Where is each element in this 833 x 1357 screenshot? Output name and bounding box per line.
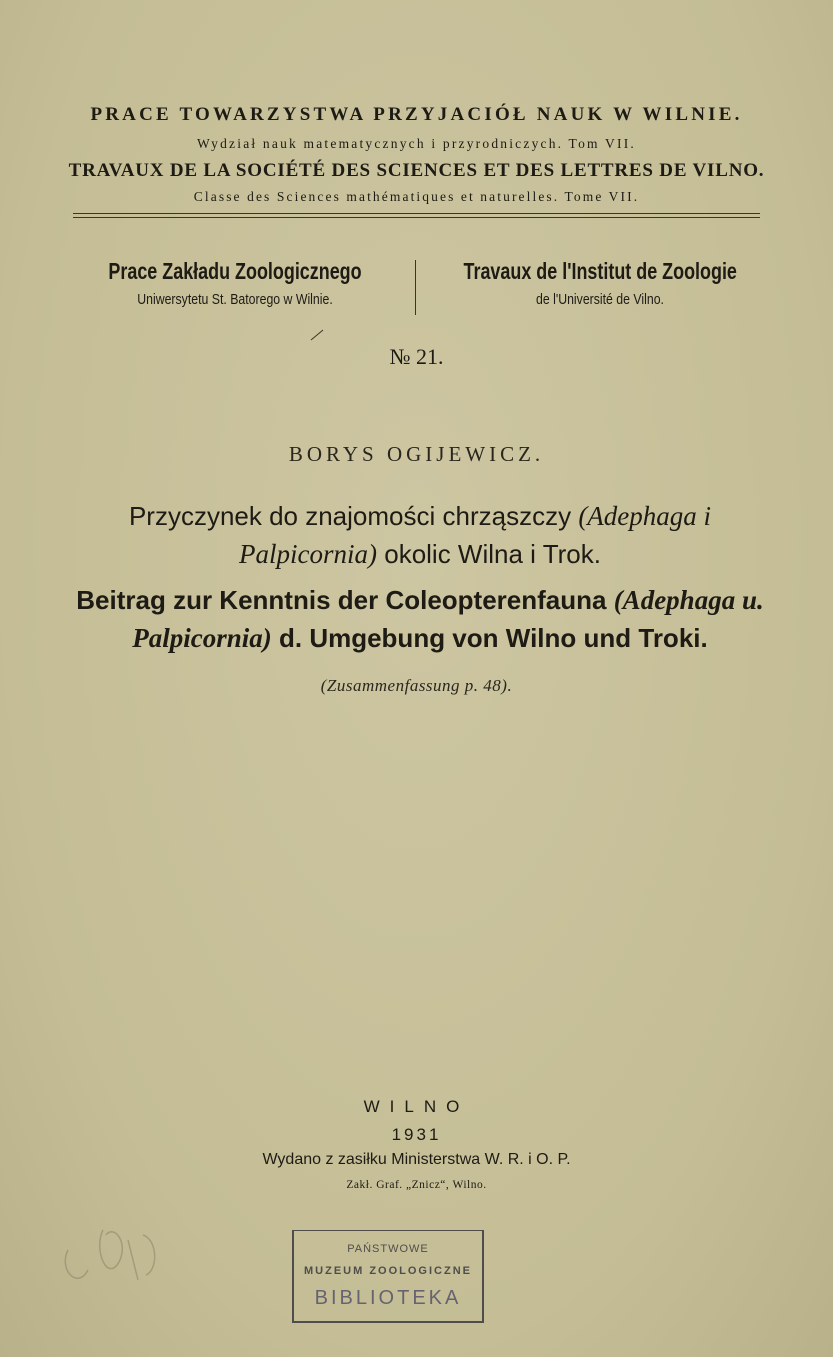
author-name: BORYS OGIJEWICZ. bbox=[288, 442, 545, 466]
stamp-line-3: BIBLIOTEKA bbox=[314, 1287, 462, 1309]
division-polish: Wydział nauk matematycznych i przyrodniczych. Tom VII. bbox=[197, 136, 636, 151]
imprint-funding: Wydano z zasiłku Ministerstwa W. R. i O. P. bbox=[262, 1151, 571, 1168]
institute-polish-university: Uniwersytetu St. Batorego w Wilnie. bbox=[137, 291, 333, 308]
institute-divider bbox=[415, 260, 416, 315]
pencil-tick-mark bbox=[310, 328, 324, 342]
title-polish-text-1: Przyczynek do znajomości chrząszczy bbox=[128, 501, 579, 531]
institute-french bbox=[425, 258, 775, 308]
title-polish bbox=[70, 497, 770, 573]
imprint-printer: Zakł. Graf. „Znicz“, Wilno. bbox=[346, 1179, 487, 1191]
header-rule-top bbox=[73, 213, 760, 214]
stamp-line-2: MUZEUM ZOOLOGICZNE bbox=[304, 1265, 472, 1277]
institute-polish-title: Prace Zakładu Zoologicznego bbox=[108, 258, 362, 284]
summary-reference: (Zusammenfassung p. 48). bbox=[320, 676, 513, 695]
header-rule-bottom bbox=[73, 217, 760, 218]
issue-number: № 21. bbox=[389, 344, 444, 369]
institute-french-university: de l'Université de Vilno. bbox=[536, 291, 664, 308]
imprint-year: 1931 bbox=[391, 1125, 442, 1144]
title-german bbox=[70, 581, 770, 657]
pencil-scribble bbox=[58, 1210, 168, 1300]
title-german-text-2: d. Umgebung von Wilno und Troki. bbox=[271, 623, 708, 653]
library-stamp bbox=[292, 1230, 484, 1323]
stamp-line-1: PAŃSTWOWE bbox=[347, 1243, 429, 1255]
institute-french-title: Travaux de l'Institut de Zoologie bbox=[463, 258, 737, 284]
imprint-city: WILNO bbox=[363, 1097, 470, 1116]
institute-polish bbox=[60, 258, 410, 308]
title-polish-taxa: (Adephaga i Palpicornia) bbox=[239, 501, 712, 569]
title-polish-text-2: okolic Wilna i Trok. bbox=[377, 539, 601, 569]
title-german-taxa: (Adephaga u. Palpicornia) bbox=[132, 585, 764, 653]
division-french: Classe des Sciences mathématiques et naturelles. Tome VII. bbox=[193, 189, 640, 204]
society-title-polish: PRACE TOWARZYSTWA PRZYJACIÓŁ NAUK W WILNIE. bbox=[90, 104, 743, 125]
title-german-text-1: Beitrag zur Kenntnis der Coleopterenfauna bbox=[76, 585, 614, 615]
society-title-french: TRAVAUX DE LA SOCIÉTÉ DES SCIENCES ET DES LETTRES DE VILNO. bbox=[68, 160, 765, 181]
